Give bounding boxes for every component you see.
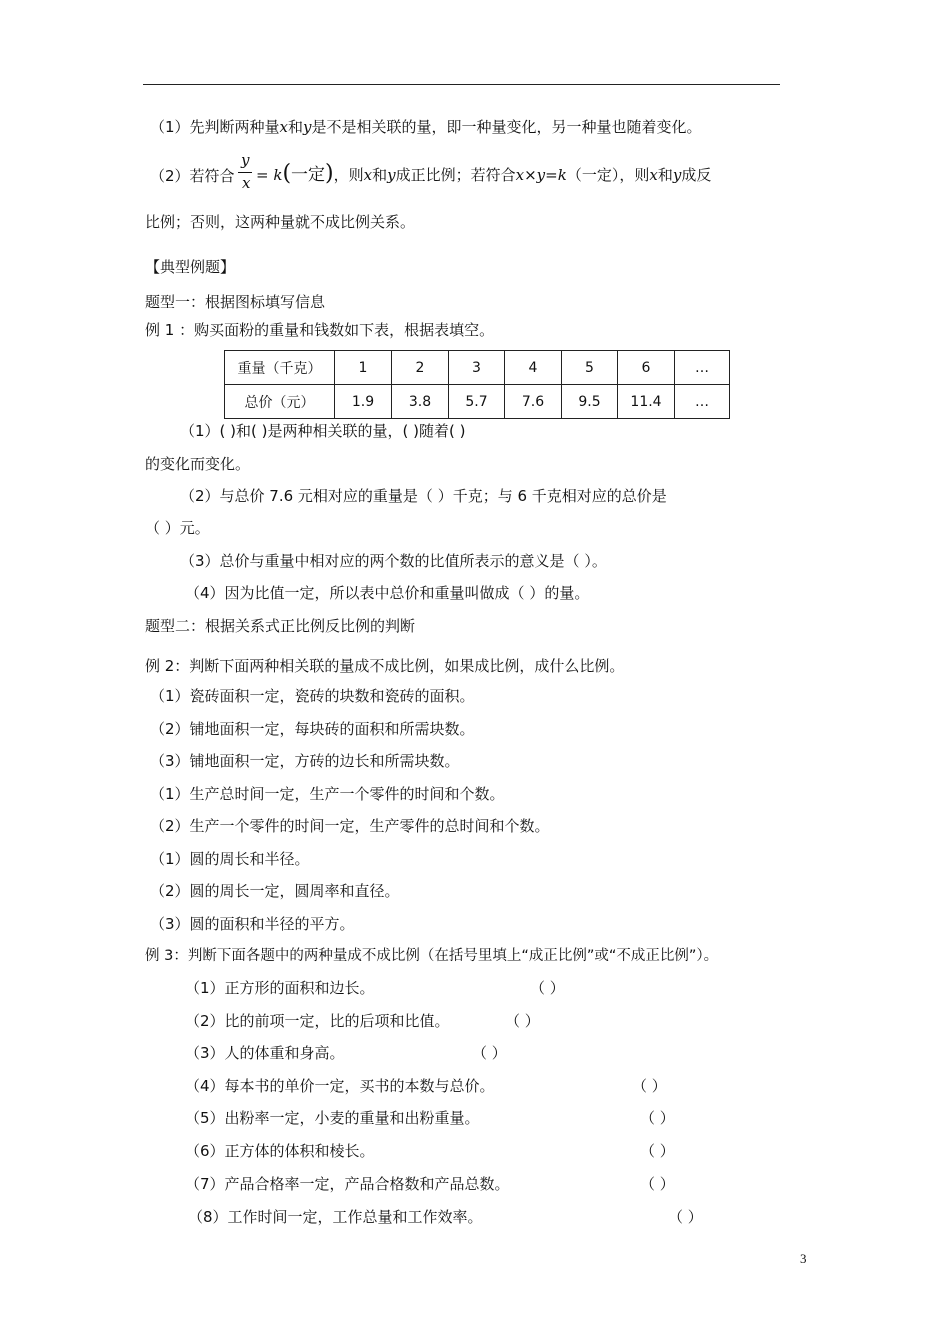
table-cell: 5 (562, 351, 618, 385)
example2-item: （2）铺地面积一定，每块砖的面积和所需块数。 (150, 720, 475, 738)
example1-question: 的变化而变化。 (145, 455, 251, 473)
method-step-2: （2）若符合 (150, 167, 235, 185)
example1-question: （1）( )和( )是两种相关联的量，( )随着( ) (180, 422, 466, 440)
method-step-2-line2: 比例；否则，这两种量就不成比例关系。 (145, 213, 416, 231)
example2-item: （1）瓷砖面积一定，瓷砖的块数和瓷砖的面积。 (150, 687, 475, 705)
answer-blank[interactable]: （ ） (640, 1109, 675, 1127)
table-cell: 1 (335, 351, 392, 385)
header-rule (143, 84, 780, 85)
method-step-1: （1）先判断两种量x和y是不是相关联的量，即一种量变化，另一种量也随着变化。 (150, 118, 702, 136)
answer-blank[interactable]: （ ） (472, 1044, 507, 1062)
example3-item: （5）出粉率一定，小麦的重量和出粉重量。 (185, 1109, 480, 1127)
table-cell: 1.9 (335, 385, 392, 419)
example3-item: （3）人的体重和身高。 (185, 1044, 345, 1062)
fraction-bar (238, 172, 252, 173)
table-cell: 3.8 (392, 385, 449, 419)
type2-title: 题型二：根据关系式正比例反比例的判断 (145, 617, 416, 635)
answer-blank[interactable]: （ ） (640, 1175, 675, 1193)
table-cell: 4 (505, 351, 562, 385)
example3-title: 例 3：判断下面各题中的两种量成不成比例（在括号里填上“成正比例”或“不成正比例”）。 (145, 948, 719, 964)
table-row (225, 385, 730, 419)
table-cell: 重量（千克） (225, 351, 335, 385)
table-cell: 11.4 (618, 385, 675, 419)
table-cell: 9.5 (562, 385, 618, 419)
table-cell: 7.6 (505, 385, 562, 419)
method-step-2-rest: = k(一定)，则x和y成正比例；若符合x×y=k（一定），则x和y成反 (256, 161, 712, 186)
example2-item: （1）生产总时间一定，生产一个零件的时间和个数。 (150, 785, 505, 803)
example3-item: （4）每本书的单价一定，买书的本数与总价。 (185, 1077, 495, 1095)
table-cell: … (675, 385, 730, 419)
answer-blank[interactable]: （ ） (668, 1208, 703, 1226)
table-cell: 6 (618, 351, 675, 385)
fraction-denominator: x (242, 174, 251, 192)
type1-title: 题型一：根据图标填写信息 (145, 293, 326, 311)
example1-question: （3）总价与重量中相对应的两个数的比值所表示的意义是（ ）。 (180, 552, 607, 570)
table-cell: 2 (392, 351, 449, 385)
example2-item: （2）圆的周长一定，圆周率和直径。 (150, 882, 400, 900)
example1-question: （ ）元。 (145, 519, 210, 537)
example2-item: （3）铺地面积一定，方砖的边长和所需块数。 (150, 752, 460, 770)
table-cell: 5.7 (449, 385, 505, 419)
example1-question: （4）因为比值一定，所以表中总价和重量叫做成（ ）的量。 (185, 584, 590, 602)
example1-question: （2）与总价 7.6 元相对应的重量是（ ）千克；与 6 千克相对应的总价是 (180, 487, 667, 505)
example2-item: （1）圆的周长和半径。 (150, 850, 310, 868)
example3-item: （8）工作时间一定，工作总量和工作效率。 (188, 1208, 483, 1226)
answer-blank[interactable]: （ ） (505, 1012, 540, 1030)
example2-title: 例 2：判断下面两种相关联的量成不成比例，如果成比例，成什么比例。 (145, 657, 625, 675)
section-title: 【典型例题】 (145, 258, 236, 276)
page-number: 3 (800, 1251, 807, 1266)
example3-item: （6）正方体的体积和棱长。 (185, 1142, 375, 1160)
table-cell: 3 (449, 351, 505, 385)
answer-blank[interactable]: （ ） (530, 979, 565, 997)
answer-blank[interactable]: （ ） (640, 1142, 675, 1160)
example3-item: （2）比的前项一定，比的后项和比值。 (185, 1012, 450, 1030)
example2-item: （2）生产一个零件的时间一定，生产零件的总时间和个数。 (150, 817, 550, 835)
example3-item: （7）产品合格率一定，产品合格数和产品总数。 (185, 1175, 510, 1193)
example2-item: （3）圆的面积和半径的平方。 (150, 915, 355, 933)
example1-title: 例 1 ：购买面粉的重量和钱数如下表，根据表填空。 (145, 321, 495, 339)
table-cell: 总价（元） (225, 385, 335, 419)
table-row (225, 351, 730, 385)
fraction-numerator: y (241, 151, 250, 169)
example3-item: （1）正方形的面积和边长。 (185, 979, 375, 997)
answer-blank[interactable]: （ ） (632, 1077, 667, 1095)
price-table (224, 350, 730, 419)
table-cell: … (675, 351, 730, 385)
